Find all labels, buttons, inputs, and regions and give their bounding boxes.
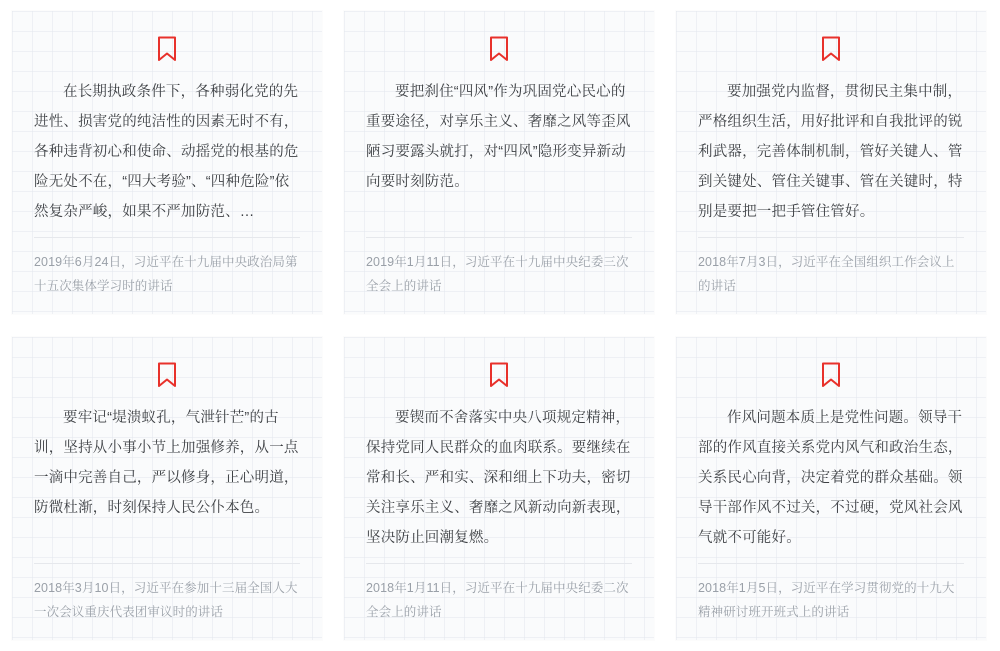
card-spacer (34, 227, 300, 237)
quote-source: 2018年7月3日，习近平在全国组织工作会议上的讲话 (698, 255, 955, 293)
card-divider (366, 563, 632, 564)
card-spacer (698, 553, 964, 563)
card-spacer (34, 523, 300, 563)
quote-text: 要加强党内监督，贯彻民主集中制，严格组织生活，用好批评和自我批评的锐利武器，完善体制机制，管好关键人、管到关键处、管住关键事、管在关键时，特别是要把一把手管住管好。 (698, 84, 963, 220)
bookmark-icon (34, 355, 300, 395)
quote-source: 2019年1月11日，习近平在十九届中央纪委三次全会上的讲话 (366, 255, 629, 293)
card-divider (698, 563, 964, 564)
card-divider (698, 237, 964, 238)
bookmark-icon (698, 29, 964, 69)
card-spacer (366, 553, 632, 563)
card-spacer (366, 197, 632, 237)
quote-card[interactable] (676, 337, 986, 640)
quote-source: 2018年1月11日，习近平在十九届中央纪委二次全会上的讲话 (366, 581, 629, 619)
quote-source: 2019年6月24日，习近平在十九届中央政治局第十五次集体学习时的讲话 (34, 255, 298, 293)
bookmark-icon (34, 29, 300, 69)
quote-card[interactable] (12, 11, 322, 314)
quote-text: 在长期执政条件下，各种弱化党的先进性、损害党的纯洁性的因素无时不有，各种违背初心和使命、动摇党的根基的危险无处不在，“四大考验”、“四种危险”依然复杂严峻，如果不严加防范、… (34, 84, 299, 220)
quote-source: 2018年1月5日，习近平在学习贯彻党的十九大精神研讨班开班式上的讲话 (698, 581, 955, 619)
bookmark-icon (698, 355, 964, 395)
card-divider (34, 563, 300, 564)
quote-source: 2018年3月10日，习近平在参加十三届全国人大一次会议重庆代表团审议时的讲话 (34, 581, 298, 619)
card-divider (366, 237, 632, 238)
card-divider (34, 237, 300, 238)
quote-card[interactable] (676, 11, 986, 314)
bookmark-icon (366, 355, 632, 395)
quote-card[interactable] (344, 337, 654, 640)
quote-text: 要把刹住“四风”作为巩固党心民心的重要途径，对享乐主义、奢靡之风等歪风陋习要露头就打，对“四风”隐形变异新动向要时刻防范。 (366, 84, 631, 190)
quote-card[interactable] (344, 11, 654, 314)
quote-text: 要锲而不舍落实中央八项规定精神，保持党同人民群众的血肉联系。要继续在常和长、严和实、深和细上下功夫，密切关注享乐主义、奢靡之风新动向新表现，坚决防止回潮复燃。 (366, 410, 631, 546)
quote-card[interactable] (12, 337, 322, 640)
quote-text: 作风问题本质上是党性问题。领导干部的作风直接关系党内风气和政治生态，关系民心向背，决定着党的群众基础。领导干部作风不过关，不过硬，党风社会风气就不可能好。 (698, 410, 963, 546)
bookmark-icon (366, 29, 632, 69)
card-spacer (698, 227, 964, 237)
quote-text: 要牢记“堤溃蚁孔，气泄针芒”的古训，坚持从小事小节上加强修养，从一点一滴中完善自己，严以修身，正心明道，防微杜渐，时刻保持人民公仆本色。 (34, 410, 299, 516)
